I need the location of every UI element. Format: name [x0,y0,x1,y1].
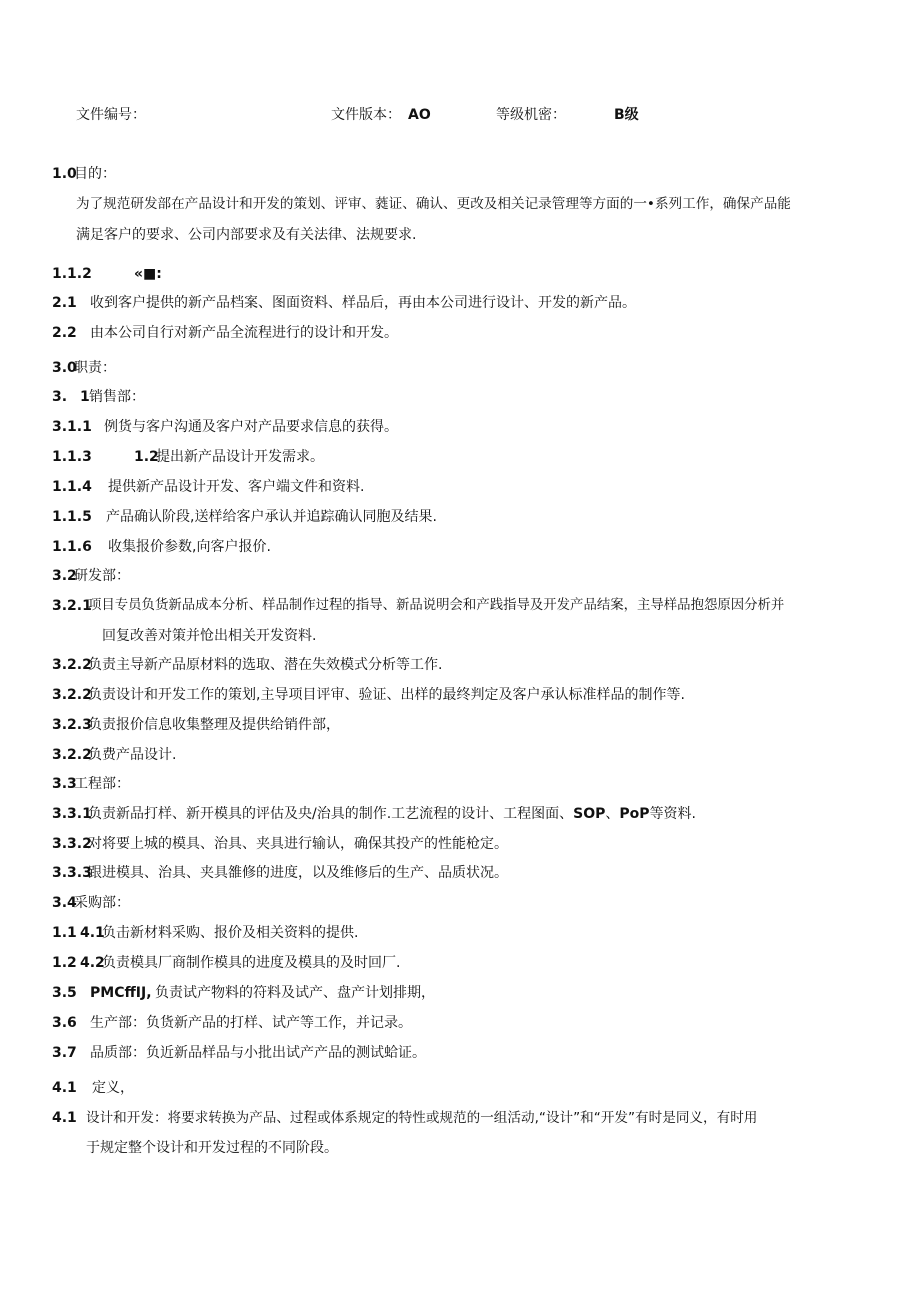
paragraph-line: 产品确认阶段,送样给客户承认并追踪确认同胞及结果. [106,509,437,525]
section-number: 4.1 [52,1080,77,1096]
section-number: 1.1.2 [52,266,92,282]
paragraph-line: 提出新产品设计开发需求。 [156,449,324,465]
section-number: 3.3.2 [52,836,92,852]
paragraph-line: 跟进模具、治具、夹具雒修的进度，以及维修后的生产、品质状况。 [88,865,508,881]
paragraph-line: 例货与客户沟通及客户对产品要求信息的获得。 [104,419,398,435]
file-version-label: 文件版本： [331,107,401,123]
section-number: 3.2.2 [52,747,92,763]
section-title: 工程部： [74,776,130,792]
section-title: 定义， [92,1080,134,1096]
paragraph-line: 由本公司自行对新产品全流程进行的设计和开发。 [90,325,398,341]
secrecy-value: B级 [614,107,639,123]
paragraph-line: 回复改善对策并怆出相关开发资料. [102,628,317,644]
section-number: 3.2 [52,568,77,584]
section-subnumber: 1.2 [134,449,159,465]
section-subnumber: 1 [80,389,90,405]
section-number: 3.2.1 [52,598,92,614]
section-number: 1.1.4 [52,479,92,495]
section-number: 3.2.3 [52,717,92,733]
section-title: 销售部： [89,389,145,405]
section-number: 3.3 [52,776,77,792]
section-number: 1.0 [52,166,77,182]
section-title: 职责： [74,360,116,376]
secrecy-label: 等级机密： [496,107,566,123]
section-title: 目的： [74,166,116,182]
section-number: 1.1 [52,925,77,941]
paragraph-line: 项目专员负货新品成本分析、样品制作过程的指导、新品说明会和产践指导及开发产品结案，主导样品抱怨原因分析并 [88,598,785,613]
section-number: 4.1 [52,1110,77,1126]
section-number: 3. [52,389,68,405]
text-segment: 等资料. [649,806,697,822]
text-segment: 、 [605,806,620,822]
section-number: 2.2 [52,325,77,341]
paragraph-line: 负责主导新产品原材料的选取、潜在失效模式分析等工作. [88,657,443,673]
section-number: 1.1.5 [52,509,92,525]
paragraph-line: 负责设计和开发工作的策划,主导项目评审、验证、出样的最终判定及客户承认标准样品的制作等. [88,687,685,703]
paragraph-line: 收到客户提供的新产品档案、图面资料、样品后，再由本公司进行设计、开发的新产品。 [90,295,636,311]
paragraph-line: 收集报价参数,向客户报价. [108,539,271,555]
section-number: 3.2.2 [52,687,92,703]
section-number: 3.0 [52,360,77,376]
paragraph-line: 生产部：负货新产品的打样、试产等工作，并记录。 [90,1015,412,1031]
paragraph-line: 对将要上城的模具、治具、夹具进行输认，确保其投产的性能枪定。 [88,836,508,852]
sop-abbr: SOP [573,806,606,822]
paragraph-line: 满足客户的要求、公司内部要求及有关法律、法规要求. [76,227,417,243]
section-number: 1.1.3 [52,449,92,465]
section-number: 3.2.2 [52,657,92,673]
paragraph-line: 于规定整个设计和开发过程的不同阶段。 [86,1140,338,1156]
text-segment: 负责新品打样、新开模具的评估及央/治具的制作.工艺流程的设计、工程图面、 [88,806,574,822]
paragraph-line [88,805,696,823]
section-title: 研发部： [74,568,130,584]
section-subnumber: 4.2 [80,955,105,971]
section-subnumber: PMCffIJ, [90,985,152,1001]
section-number: 3.1.1 [52,419,92,435]
section-number: 1.2 [52,955,77,971]
file-number-label: 文件编号： [76,107,146,123]
paragraph-line: 负责试产物料的符料及试产、盘产计划排期， [155,985,435,1001]
section-number: 3.5 [52,985,77,1001]
paragraph-line: 负费产品设计. [88,747,177,763]
file-version-value: AO [408,107,431,123]
pop-abbr: PoP [619,806,650,822]
section-number: 3.4 [52,895,77,911]
section-number: 3.3.1 [52,806,92,822]
paragraph-line: 负责模具厂商制作模具的进度及模具的及时回厂. [102,955,401,971]
section-number: 3.7 [52,1045,77,1061]
paragraph-line: 负责报价信息收集整理及提供给销件部， [88,717,340,733]
paragraph-line: 为了规范研发部在产品设计和开发的策划、评审、蕤证、确认、更改及相关记录管理等方面的一•系列工作，确保产品能 [76,196,791,212]
section-title: 采购部： [74,895,130,911]
paragraph-line: 提供新产品设计开发、客户端文件和资料. [108,479,365,495]
paragraph-line: 品质部：负近新品样品与小批出试产产品的测试蛤证。 [90,1045,426,1061]
section-subnumber: 4.1 [80,925,105,941]
paragraph-line: 设计和开发：将要求转换为产品、过程或体系规定的特性或规范的一组活动,“设计”和“开发”有时是同义，有时用 [86,1110,758,1126]
section-number: 1.1.6 [52,539,92,555]
section-number: 2.1 [52,295,77,311]
section-number: 3.6 [52,1015,77,1031]
paragraph-line: 负击新材料采购、报价及相关资料的提供. [102,925,359,941]
section-number: 3.3.3 [52,865,92,881]
section-title: «■: [134,266,162,282]
